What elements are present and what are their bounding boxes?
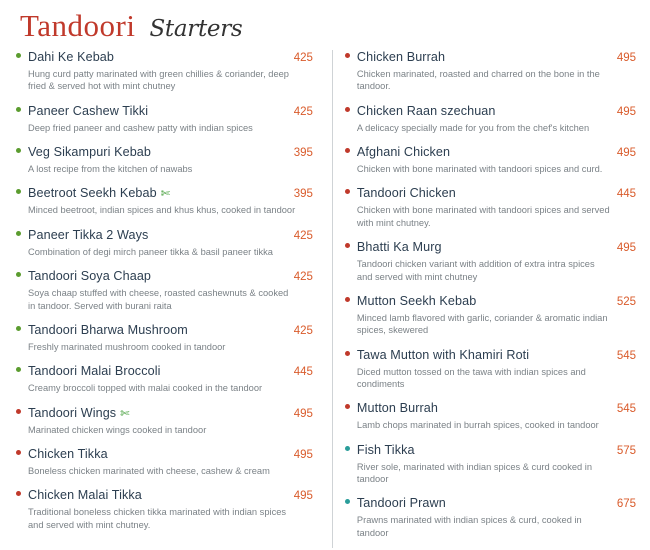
item-bullet-icon [345, 189, 350, 194]
item-name: Mutton Seekh Kebab [356, 293, 477, 308]
item-bullet-icon [16, 367, 21, 372]
item-title-row [357, 441, 636, 459]
item-name: Tandoori Wings [28, 405, 117, 420]
item-name-wrap [357, 346, 529, 364]
item-price: 495 [293, 448, 313, 461]
item-name: Chicken Tikka [28, 446, 108, 461]
menu-item [343, 184, 636, 238]
item-name-wrap [28, 143, 151, 161]
item-title-row [28, 321, 313, 339]
item-description: Boneless chicken marinated with cheese, cashew & cream [28, 465, 270, 476]
item-description: Lamb chops marinated in burrah spices, cooked in tandoor [356, 420, 599, 431]
item-description: Freshly marinated mushroom cooked in tandoor [28, 341, 226, 352]
menu-item [14, 321, 313, 362]
item-name-wrap [357, 143, 450, 161]
item-name-wrap [28, 321, 188, 339]
item-name: Tandoori Bharwa Mushroom [28, 322, 188, 337]
item-bullet-icon [345, 351, 350, 356]
menu-item [343, 292, 636, 346]
item-bullet-icon [345, 297, 350, 302]
item-price: 495 [616, 242, 636, 255]
item-title-row [357, 399, 636, 417]
item-description: Traditional boneless chicken tikka marinated with indian spices and served with mint chutney. [28, 507, 287, 530]
item-description: Prawns marinated with indian spices & curd, cooked in tandoor [356, 515, 582, 538]
item-description: Soya chaap stuffed with cheese, roasted cashewnuts & cooked in tandoor. Served with burani raita [28, 288, 289, 311]
item-price: 545 [616, 349, 636, 362]
item-price: 495 [616, 147, 636, 160]
item-bullet-icon [16, 326, 21, 331]
item-price: 395 [293, 147, 313, 160]
item-bullet-icon [16, 107, 21, 112]
item-bullet-icon [16, 231, 21, 236]
item-price: 495 [616, 52, 636, 64]
chef-special-icon: ✄ [120, 407, 130, 420]
page-title: Tandoori [20, 8, 136, 43]
item-bullet-icon [345, 499, 350, 504]
menu-item [343, 346, 636, 400]
item-name: Dahi Ke Kebab [28, 50, 115, 64]
item-description: Creamy broccoli topped with malai cooked in the tandoor [28, 383, 263, 394]
menu-item [343, 143, 636, 184]
item-bullet-icon [345, 404, 350, 409]
item-name: Paneer Tikka 2 Ways [28, 227, 149, 242]
menu-column-left [14, 48, 325, 548]
item-title-row [28, 404, 313, 422]
item-description: Minced beetroot, indian spices and khus khus, cooked in tandoor [28, 205, 296, 216]
item-description: Diced mutton tossed on the tawa with indian spices and condiments [356, 366, 586, 389]
menu-item [14, 445, 313, 486]
item-title-row [28, 226, 313, 244]
item-name-wrap [28, 184, 170, 202]
item-name-wrap [28, 404, 129, 422]
item-description: Combination of degi mirch paneer tikka & basil paneer tikka [28, 246, 273, 257]
item-name-wrap [28, 48, 114, 66]
item-name: Veg Sikampuri Kebab [28, 145, 152, 160]
menu-column-right [325, 48, 636, 548]
item-description: A delicacy specially made for you from the chef's kitchen [356, 122, 590, 133]
item-bullet-icon [16, 189, 21, 194]
item-name: Fish Tikka [356, 442, 415, 457]
item-title-row [28, 184, 313, 202]
menu-item [343, 48, 636, 102]
item-name: Chicken Burrah [356, 50, 446, 64]
menu-item [14, 184, 313, 225]
menu-item [343, 399, 636, 440]
item-price: 425 [293, 52, 313, 64]
item-price: 425 [293, 229, 313, 242]
item-name-wrap [28, 362, 161, 380]
item-price: 425 [293, 324, 313, 337]
menu-header [14, 8, 636, 46]
item-title-row [357, 48, 636, 66]
menu-item [14, 486, 313, 540]
chef-special-icon: ✄ [160, 188, 170, 201]
item-title-row [28, 102, 313, 120]
item-name: Beetroot Seekh Kebab [28, 186, 157, 201]
item-price: 575 [616, 444, 636, 457]
item-title-row [357, 102, 636, 120]
menu-item [343, 102, 636, 143]
item-title-row [357, 494, 636, 512]
item-name: Tawa Mutton with Khamiri Roti [356, 347, 530, 362]
menu-item [343, 238, 636, 292]
item-description: Tandoori chicken variant with addition of extra intra spices and served with mint chutney [356, 259, 595, 282]
item-name-wrap [357, 102, 496, 120]
item-name: Afghani Chicken [356, 145, 451, 160]
item-name-wrap [28, 486, 142, 504]
item-bullet-icon [345, 148, 350, 153]
item-name-wrap [28, 102, 148, 120]
item-price: 525 [616, 295, 636, 308]
item-description: Deep fried paneer and cashew patty with indian spices [28, 122, 253, 133]
item-title-row [28, 486, 313, 504]
item-bullet-icon [345, 107, 350, 112]
menu-item [14, 226, 313, 267]
item-name-wrap [357, 399, 438, 417]
menu-item [343, 441, 636, 495]
item-price: 545 [616, 403, 636, 416]
item-title-row [357, 238, 636, 256]
item-name: Chicken Malai Tikka [28, 488, 142, 503]
item-title-row [28, 48, 313, 66]
item-price: 495 [293, 407, 313, 420]
item-price: 425 [293, 105, 313, 118]
item-title-row [357, 346, 636, 364]
item-name: Tandoori Malai Broccoli [28, 364, 161, 379]
item-price: 445 [293, 366, 313, 379]
item-bullet-icon [345, 243, 350, 248]
item-name: Paneer Cashew Tikki [28, 103, 149, 118]
item-title-row [357, 184, 636, 202]
item-bullet-icon [345, 53, 350, 58]
item-name-wrap [357, 48, 445, 66]
item-title-row [28, 445, 313, 463]
item-title-row [28, 267, 313, 285]
item-name-wrap [28, 267, 151, 285]
item-price: 675 [616, 498, 636, 511]
item-price: 495 [616, 105, 636, 118]
item-bullet-icon [16, 409, 21, 414]
item-title-row [28, 362, 313, 380]
page-subtitle: Starters [149, 16, 243, 42]
item-price: 495 [293, 490, 313, 503]
menu-item [14, 404, 313, 445]
item-name-wrap [357, 441, 415, 459]
item-description: A lost recipe from the kitchen of nawabs [28, 164, 193, 175]
item-bullet-icon [16, 148, 21, 153]
menu-item [14, 362, 313, 403]
menu-item [14, 267, 313, 321]
item-name: Chicken Raan szechuan [356, 103, 496, 118]
item-name-wrap [28, 445, 108, 463]
item-description: Minced lamb flavored with garlic, coriander & aromatic indian spices, skewered [356, 312, 608, 336]
menu-item [343, 494, 636, 548]
column-divider [332, 50, 333, 548]
item-name: Tandoori Soya Chaap [28, 269, 152, 284]
menu-item [14, 102, 313, 143]
item-price: 425 [293, 271, 313, 284]
item-description: Chicken with bone marinated with tandoori spices and served with mint chutney. [356, 205, 610, 228]
item-price: 395 [293, 188, 313, 201]
item-bullet-icon [16, 450, 21, 455]
item-price: 445 [616, 188, 636, 201]
item-name: Tandoori Chicken [356, 186, 456, 201]
item-title-row [357, 292, 636, 310]
item-name-wrap [357, 292, 476, 310]
item-description: Chicken marinated, roasted and charred on the bone in the tandoor. [356, 69, 600, 92]
menu-item [14, 48, 313, 102]
item-name-wrap [357, 238, 442, 256]
item-name: Tandoori Prawn [356, 496, 446, 511]
menu-item [14, 143, 313, 184]
item-bullet-icon [16, 53, 21, 58]
item-title-row [357, 143, 636, 161]
item-bullet-icon [345, 446, 350, 451]
item-title-row [28, 143, 313, 161]
item-description: River sole, marinated with indian spices & curd cooked in tandoor [356, 461, 593, 485]
item-bullet-icon [16, 491, 21, 496]
menu-columns [14, 48, 636, 548]
item-name-wrap [28, 226, 148, 244]
item-name: Bhatti Ka Murg [356, 240, 442, 255]
item-description: Chicken with bone marinated with tandoori spices and curd. [356, 164, 603, 175]
item-name: Mutton Burrah [356, 401, 439, 416]
item-description: Marinated chicken wings cooked in tandoor [28, 424, 207, 435]
item-name-wrap [357, 184, 456, 202]
item-name-wrap [357, 494, 446, 512]
item-description: Hung curd patty marinated with green chillies & coriander, deep fried & served hot with mint chutney [28, 69, 289, 92]
item-bullet-icon [16, 272, 21, 277]
